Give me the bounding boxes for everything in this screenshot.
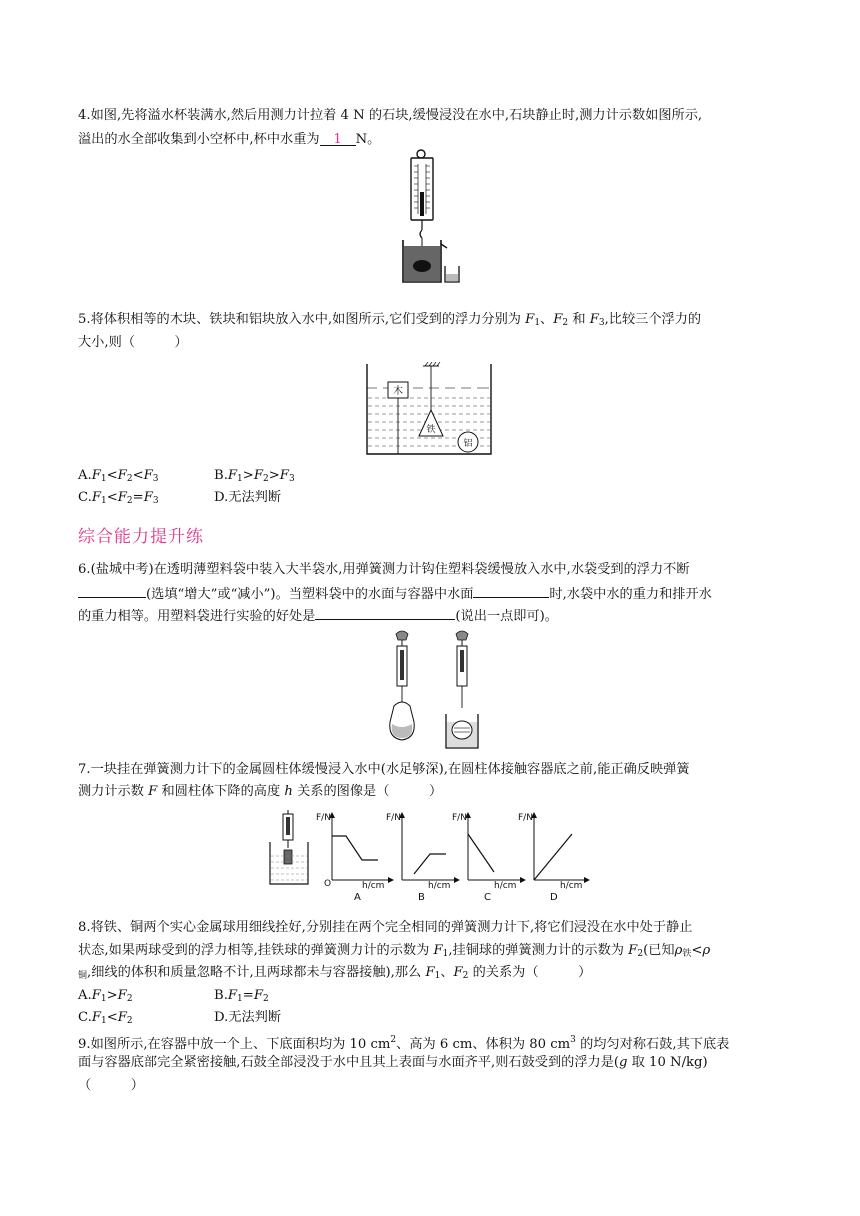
q8-option-d[interactable]: D.无法判断 [214,1010,282,1025]
q7-graph-a-origin: O [324,879,332,889]
q8-text-line2: 状态,如果两球受到的浮力相等,挂铁球的弹簧测力计的示数为 $F_1$,挂铜球的弹簧测力计的示数为 $F_2$(已知$\rho_铁<\rho$ [78,943,711,959]
q7-text-line2: 测力计示数 F 和圆柱体下降的高度 h 关系的图像是（ ） [78,784,443,799]
q5-option-a[interactable]: $A.F_1<F_2<F_3$ [78,468,159,484]
q7-graph-c-xlabel: h/cm [494,881,517,891]
q6-line2-end: 时,水袋中水的重力和排开水 [549,587,712,602]
q8-option-a[interactable]: $A.F_1>F_2$ [78,988,133,1004]
q8-option-c[interactable]: $C.F_1<F_2$ [78,1010,133,1026]
q7-graph-c-ylabel: F/N [452,813,467,823]
q9-text-line1: 9.如图所示,在容器中放一个上、下底面积均为 10 $cm^2$、高为 6 cm、体积为 80 $cm^3$ 的均匀对称石鼓,其下底表 [78,1035,730,1052]
q5-option-b[interactable]: $B.F_1>F_2>F_3$ [214,468,295,484]
q6-text-line1: 6.(盐城中考)在透明薄塑料袋中装入大半袋水,用弹簧测力计钩住塑料袋缓慢放入水中,水袋受到的浮力不断 [78,562,690,577]
q5-option-d[interactable]: D.无法判断 [214,490,282,505]
q4-text-line2 [78,130,380,150]
q7-graph-a[interactable] [316,812,394,903]
q7-graph-b[interactable] [386,812,460,903]
q4-line2-pre: 溢出的水全部收集到小空杯中,杯中水重为 [78,132,320,147]
q7-graph-d-letter: D [550,892,558,903]
q6-text-line3 [78,604,558,627]
q7-text-line1: 7.一块挂在弹簧测力计下的金属圆柱体缓慢浸入水中(水足够深),在圆柱体接触容器底之前,能正确反映弹簧 [78,762,690,777]
q7-graph-b-xlabel: h/cm [428,881,451,891]
q7-graph-a-xlabel: h/cm [362,881,385,891]
q4-text-line1: 4.如图,先将溢水杯装满水,然后用测力计拉着 4 N 的石块,缓慢浸没在水中,石块静止时,测力计示数如图所示, [78,108,703,123]
q5-option-c[interactable]: $C.F_1<F_2=F_3$ [78,490,159,506]
q7-graph-d-ylabel: F/N [518,813,533,823]
q6-line3-pre: 的重力相等。用塑料袋进行实验的好处是 [78,609,316,624]
q5-aluminum-label: 铝 [463,439,473,449]
q6-blank-3[interactable] [315,604,455,620]
q7-figure [268,808,594,904]
q6-line3-post: (说出一点即可)。 [455,609,558,624]
q7-graph-d-xlabel: h/cm [560,881,583,891]
q5-text-line1: 5.将体积相等的木块、铁块和铝块放入水中,如图所示,它们受到的浮力分别为 $F_1$、$F_2$ 和 $F_3$,比较三个浮力的 [78,312,702,328]
q6-figure [378,626,488,752]
q7-graph-c[interactable] [452,812,526,903]
q4-line2-post: N。 [355,132,381,147]
q7-graph-b-ylabel: F/N [386,813,401,823]
q8-text-line1: 8.将铁、铜两个实心金属球用细线拴好,分别挂在两个完全相同的弹簧测力计下,将它们浸没在水中处于静止 [78,920,693,935]
q8-option-b[interactable]: $B.F_1=F_2$ [214,988,269,1004]
section-heading: 综合能力提升练 [78,527,204,547]
q4-answer-blank: 1 [320,130,356,146]
q5-text-line2: 大小,则（ ） [78,335,188,350]
q6-blank-2[interactable] [473,582,549,598]
q5-iron-label: 铁 [426,425,436,435]
q6-text-line2 [78,582,712,605]
q7-graph-d[interactable] [518,812,590,903]
q6-line2-mid: (选填“增大”或“减小”)。当塑料袋中的水面与容器中水面 [146,587,474,602]
q6-blank-1[interactable] [78,582,146,598]
q9-text-line3: （ ） [78,1078,144,1093]
q8-text-line3: $_铜$,细线的体积和质量忽略不计,且两球都未与容器接触),那么 $F_1$、$F_2$ 的关系为（ ） [78,965,592,981]
q7-graph-c-letter: C [484,892,491,903]
q7-graph-a-letter: A [354,892,361,903]
q7-graph-a-ylabel: F/N [316,813,331,823]
q7-graph-b-letter: B [418,892,425,903]
q9-text-line2: 面与容器底部完全紧密接触,石鼓全部浸没于水中且其上表面与水面齐平,则石鼓受到的浮力是(g 取 10 N/kg) [78,1055,708,1070]
q5-figure [365,362,495,457]
q4-figure [395,148,463,288]
q5-wood-label: 木 [393,386,403,397]
